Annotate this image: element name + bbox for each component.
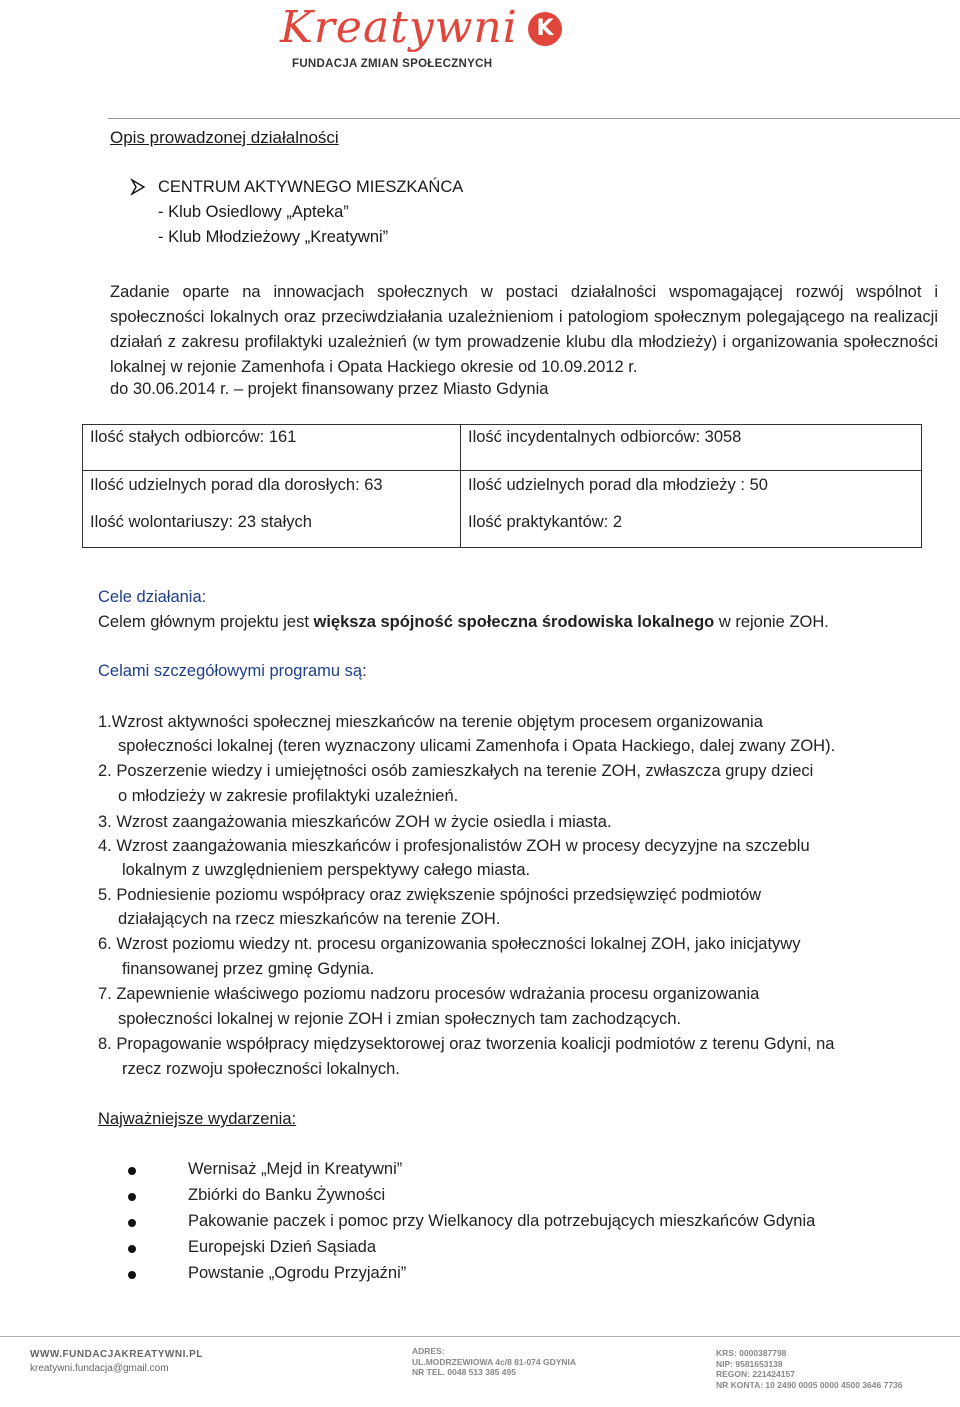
footer-email: kreatywni.fundacja@gmail.com xyxy=(30,1363,169,1374)
event-item: Wernisaż „Mejd in Kreatywni” xyxy=(188,1160,403,1178)
specific-goals-heading xyxy=(98,662,367,681)
event-item: Powstanie „Ogrodu Przyjaźni” xyxy=(188,1264,407,1282)
footer-registry xyxy=(716,1348,903,1390)
main-goal-post: w rejonie ZOH. xyxy=(718,613,829,631)
logo-wordmark: Kreatywni xyxy=(280,2,518,53)
stat-label: Ilość praktykantów: xyxy=(468,513,609,531)
goal-line: o młodzieży w zakresie profilaktyki uzależnień. xyxy=(118,787,459,805)
specific-goals-colon: : xyxy=(362,662,367,680)
description-paragraph: Zadanie oparte na innowacjach społecznych w postaci działalności wspomagającej rozwój wspólnot i społeczności lokalnych oraz przeciwdziałania uzależnieniom i patologiom społecznym polegającego na realizacji działań z zakresu profilaktyki uzależnień (w tym prowadzenie klubu dla młodzieży) i organizowania społeczności lokalnej w rejonie Zamenhofa i Opata Hackiego okresie od 10.09.2012 r. xyxy=(110,283,938,376)
stat-volunteers xyxy=(90,513,312,532)
stat-value: 23 stałych xyxy=(237,513,312,531)
stat-regular xyxy=(90,428,296,447)
arrow-bullet-icon xyxy=(130,178,146,196)
goal-line: lokalnym z uwzględnieniem perspektywy całego miasta. xyxy=(122,861,531,879)
goal-line: 7. Zapewnienie właściwego poziomu nadzoru procesów wdrażania procesu organizowania xyxy=(98,985,760,1003)
stat-youth-advice xyxy=(468,476,768,495)
goals-heading: Cele działania: xyxy=(98,588,207,606)
event-item: Europejski Dzień Sąsiada xyxy=(188,1238,377,1256)
goal-line: rzecz rozwoju społeczności lokalnych. xyxy=(122,1060,400,1078)
stat-label: Ilość udzielnych porad dla młodzieży : xyxy=(468,476,745,494)
stat-value: 63 xyxy=(364,476,383,494)
footer-regon: REGON: 221424157 xyxy=(716,1369,795,1379)
footer-contact xyxy=(30,1348,203,1376)
specific-goals-heading-text: Celami szczegółowymi programu są xyxy=(98,662,363,680)
footer-address-label: ADRES: xyxy=(412,1346,445,1356)
stat-value: 3058 xyxy=(704,428,742,446)
document-title: Opis prowadzonej działalności xyxy=(110,128,339,147)
program-name: CENTRUM AKTYWNEGO MIESZKAŃCA xyxy=(158,178,464,196)
goal-line: 6. Wzrost poziomu wiedzy nt. procesu organizowania społeczności lokalnej ZOH, jako inicjatywy xyxy=(98,935,801,953)
stat-adult-advice xyxy=(90,476,383,495)
description-paragraph-end: do 30.06.2014 r. – projekt finansowany przez Miasto Gdynia xyxy=(110,380,549,398)
bullet-icon xyxy=(128,1193,136,1201)
footer-website: WWW.FUNDACJAKREATYWNI.PL xyxy=(30,1349,203,1360)
footer-address xyxy=(412,1346,576,1378)
stat-label: Ilość stałych odbiorców: xyxy=(90,428,265,446)
footer-account: NR KONTA: 10 2490 0005 0000 4500 3646 7736 xyxy=(716,1379,903,1390)
stat-value: 161 xyxy=(268,428,297,446)
stat-value: 50 xyxy=(749,476,768,494)
stat-incidental xyxy=(468,428,741,447)
bullet-icon xyxy=(128,1167,136,1175)
footer-nip: NIP: 9581653138 xyxy=(716,1358,783,1369)
main-goal-pre: Celem głównym projektu jest xyxy=(98,613,309,631)
footer-address-line: UL.MODRZEWIOWA 4c/8 81-074 GDYNIA xyxy=(412,1356,577,1367)
goal-line: 4. Wzrost zaangażowania mieszkańców i profesjonalistów ZOH w procesy decyzyjne na szczeblu xyxy=(98,837,810,855)
goal-line: 3. Wzrost zaangażowania mieszkańców ZOH w życie osiedla i miasta. xyxy=(98,813,612,831)
stat-interns xyxy=(468,513,622,532)
stat-label: Ilość incydentalnych odbiorców: xyxy=(468,428,701,446)
main-goal xyxy=(98,613,829,632)
bullet-icon xyxy=(128,1245,136,1253)
main-goal-bold: większa spójność społeczna środowiska lokalnego xyxy=(313,613,715,631)
footer-phone: NR TEL. 0048 513 385 495 xyxy=(412,1367,516,1377)
club-item: - Klub Osiedlowy „Apteka” xyxy=(158,203,349,221)
event-item: Zbiórki do Banku Żywności xyxy=(188,1186,386,1204)
event-item: Pakowanie paczek i pomoc przy Wielkanocy dla potrzebujących mieszkańców Gdynia xyxy=(188,1212,816,1230)
goal-line: 1.Wzrost aktywności społecznej mieszkańców na terenie objętym procesem organizowania xyxy=(98,713,763,731)
club-item: - Klub Młodzieżowy „Kreatywni” xyxy=(158,228,389,246)
goal-line: finansowanej przez gminę Gdynia. xyxy=(122,960,375,978)
stat-value: 2 xyxy=(612,513,623,531)
stat-label: Ilość wolontariuszy: xyxy=(90,513,234,531)
bullet-icon xyxy=(128,1271,136,1279)
table-divider xyxy=(460,424,461,548)
footer-divider xyxy=(0,1336,960,1337)
goal-line: działających na rzecz mieszkańców na terenie ZOH. xyxy=(118,910,501,928)
goal-line: społeczności lokalnej (teren wyznaczony ulicami Zamenhofa i Opata Hackiego, dalej zwany ZOH). xyxy=(118,737,836,755)
foundation-logo xyxy=(280,2,580,74)
logo-k-badge: K xyxy=(528,12,562,46)
logo-subtitle: FUNDACJA ZMIAN SPOŁECZNYCH xyxy=(292,58,493,70)
table-divider xyxy=(82,470,922,471)
events-heading: Najważniejsze wydarzenia: xyxy=(98,1110,297,1128)
header-divider xyxy=(108,118,960,119)
bullet-icon xyxy=(128,1219,136,1227)
footer-krs: KRS: 0000387798 xyxy=(716,1348,787,1358)
goal-line: 5. Podniesienie poziomu współpracy oraz zwiększenie spójności przedsięwzięć podmiotów xyxy=(98,886,762,904)
goal-line: 8. Propagowanie współpracy międzysektorowej oraz tworzenia koalicji podmiotów z terenu Gdyni, na xyxy=(98,1035,835,1053)
stat-label: Ilość udzielnych porad dla dorosłych: xyxy=(90,476,360,494)
goal-line: społeczności lokalnej w rejonie ZOH i zmian społecznych tam zachodzących. xyxy=(118,1010,682,1028)
goal-line: 2. Poszerzenie wiedzy i umiejętności osób zamieszkałych na terenie ZOH, zwłaszcza grupy dzieci xyxy=(98,762,814,780)
